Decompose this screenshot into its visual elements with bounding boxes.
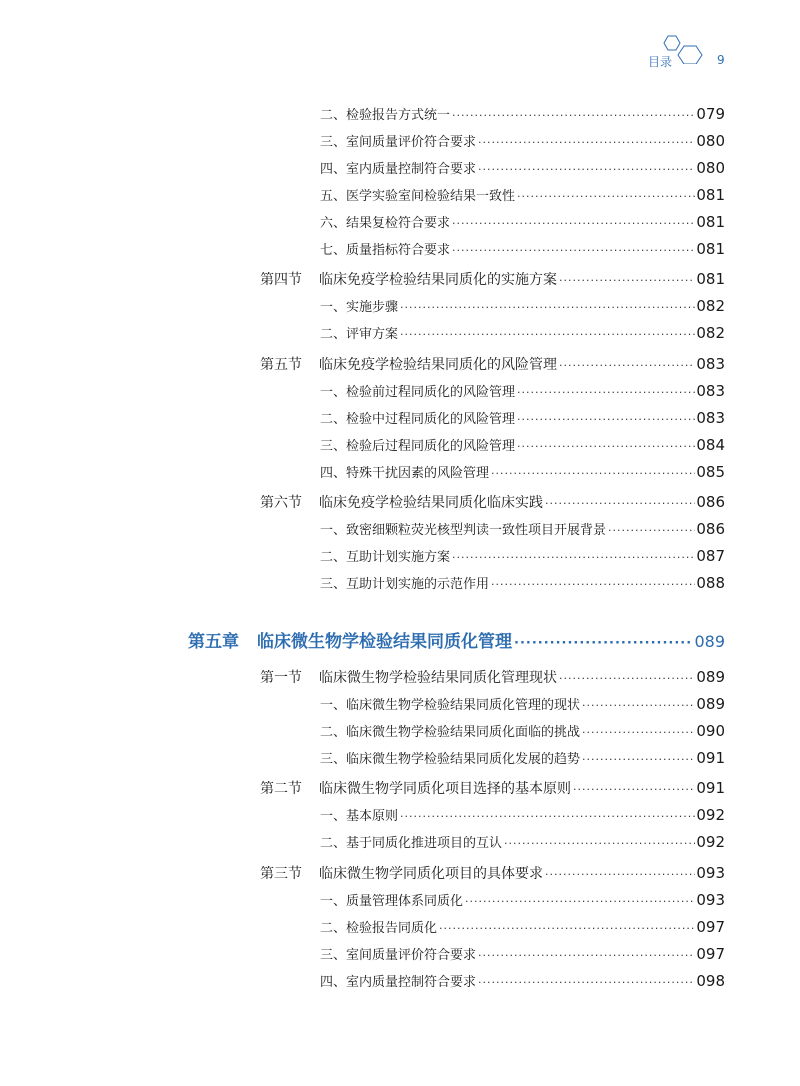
toc-entry[interactable] — [320, 408, 725, 432]
toc-title: 临床微生物学同质化项目的具体要求 — [319, 866, 543, 882]
toc-page-number: 081 — [696, 240, 725, 258]
toc-page-number: 097 — [696, 945, 725, 963]
toc-page-number: 083 — [696, 355, 725, 373]
chapter-number: 第五章 — [188, 632, 239, 652]
toc-entry[interactable] — [320, 805, 725, 829]
dot-leader — [517, 386, 695, 399]
toc-page-number: 080 — [696, 132, 725, 150]
page-number: 9 — [717, 53, 725, 67]
toc-section[interactable] — [260, 667, 725, 691]
running-header-title: 目录 — [648, 55, 673, 69]
toc-entry[interactable] — [320, 546, 725, 570]
toc-title: 一、质量管理体系同质化 — [320, 894, 464, 909]
toc-page-number: 083 — [696, 382, 725, 400]
dot-leader — [582, 753, 695, 766]
toc-title: 七、质量指标符合要求 — [320, 243, 451, 258]
toc-entry[interactable] — [320, 212, 725, 236]
dot-leader — [582, 726, 695, 739]
section-number: 第一节 — [260, 670, 302, 686]
toc-section[interactable] — [260, 778, 725, 802]
toc-entry[interactable] — [320, 462, 725, 486]
section-number: 第二节 — [260, 781, 302, 797]
toc-entry[interactable] — [320, 104, 725, 128]
toc-section[interactable] — [260, 863, 725, 887]
dot-leader — [478, 976, 695, 989]
dot-leader — [465, 895, 695, 908]
dot-leader — [608, 524, 695, 537]
section-number: 第五节 — [260, 357, 302, 373]
toc-title: 二、评审方案 — [320, 327, 399, 342]
toc-title: 临床免疫学检验结果同质化的实施方案 — [319, 272, 557, 288]
toc-page-number: 091 — [696, 749, 725, 767]
toc-title: 一、检验前过程同质化的风险管理 — [320, 385, 516, 400]
toc-title: 三、室间质量评价符合要求 — [320, 948, 477, 963]
section-number: 第六节 — [260, 495, 302, 511]
toc-page-number: 082 — [696, 297, 725, 315]
dot-leader — [504, 837, 695, 850]
toc-title: 二、检验报告同质化 — [320, 921, 438, 936]
toc-page-number: 079 — [696, 105, 725, 123]
toc-page-number: 087 — [696, 547, 725, 565]
toc-entry[interactable] — [320, 748, 725, 772]
dot-leader — [545, 497, 695, 510]
toc-entry[interactable] — [320, 239, 725, 263]
dot-leader — [559, 359, 695, 372]
toc-page-number: 092 — [696, 806, 725, 824]
toc-section[interactable] — [260, 354, 725, 378]
toc-title: 一、临床微生物学检验结果同质化管理的现状 — [320, 698, 581, 713]
page-header — [640, 34, 740, 74]
toc-page-number: 090 — [696, 722, 725, 740]
dot-leader — [452, 551, 695, 564]
toc-entry[interactable] — [320, 131, 725, 155]
toc-section[interactable] — [260, 492, 725, 516]
toc-title: 二、互助计划实施方案 — [320, 550, 451, 565]
dot-leader — [478, 136, 695, 149]
toc-title: 一、实施步骤 — [320, 300, 399, 315]
dot-leader — [559, 672, 695, 685]
dot-leader — [491, 467, 695, 480]
toc-page-number: 085 — [696, 463, 725, 481]
dot-leader — [452, 244, 695, 257]
toc-title: 临床微生物学同质化项目选择的基本原则 — [319, 781, 571, 797]
toc-page-number: 088 — [696, 574, 725, 592]
toc-title: 一、基本原则 — [320, 809, 399, 824]
toc-entry[interactable] — [320, 296, 725, 320]
toc-title: 三、检验后过程同质化的风险管理 — [320, 439, 516, 454]
section-number: 第三节 — [260, 866, 302, 882]
dot-leader — [439, 922, 695, 935]
toc-entry[interactable] — [320, 917, 725, 941]
toc-title: 二、基于同质化推进项目的互认 — [320, 836, 503, 851]
dot-leader — [478, 163, 695, 176]
toc-title: 四、室内质量控制符合要求 — [320, 975, 477, 990]
toc-title: 临床免疫学检验结果同质化的风险管理 — [319, 357, 557, 373]
toc-page-number: 086 — [696, 520, 725, 538]
toc-page-number: 097 — [696, 918, 725, 936]
toc-entry[interactable] — [320, 694, 725, 718]
toc-page-number: 092 — [696, 833, 725, 851]
toc-entry[interactable] — [320, 890, 725, 914]
dot-leader — [452, 217, 695, 230]
toc-page-number: 081 — [696, 213, 725, 231]
toc-page-number: 093 — [696, 864, 725, 882]
toc-title: 六、结果复检符合要求 — [320, 216, 451, 231]
toc-page-number: 084 — [696, 436, 725, 454]
toc-page-number: 086 — [696, 493, 725, 511]
dot-leader — [514, 636, 693, 651]
toc-title: 四、特殊干扰因素的风险管理 — [320, 466, 490, 481]
dot-leader — [517, 440, 695, 453]
toc-chapter[interactable] — [188, 627, 725, 655]
toc-entry[interactable] — [320, 381, 725, 405]
toc-title: 二、临床微生物学检验结果同质化面临的挑战 — [320, 725, 581, 740]
dot-leader — [517, 190, 695, 203]
toc-title: 四、室内质量控制符合要求 — [320, 162, 477, 177]
dot-leader — [582, 699, 695, 712]
toc-entry[interactable] — [320, 158, 725, 182]
toc-title: 二、检验报告方式统一 — [320, 108, 451, 123]
toc-section[interactable] — [260, 269, 725, 293]
toc-entry[interactable] — [320, 435, 725, 459]
toc-page-number: 089 — [696, 695, 725, 713]
dot-leader — [559, 274, 695, 287]
toc-page-number: 081 — [696, 186, 725, 204]
section-number: 第四节 — [260, 272, 302, 288]
dot-leader — [400, 328, 695, 341]
toc-page-number: 098 — [696, 972, 725, 990]
toc-entry[interactable] — [320, 519, 725, 543]
toc-page-number: 083 — [696, 409, 725, 427]
toc-page-number: 091 — [696, 779, 725, 797]
dot-leader — [491, 578, 695, 591]
dot-leader — [400, 301, 695, 314]
dot-leader — [400, 810, 695, 823]
toc-entry[interactable] — [320, 832, 725, 856]
dot-leader — [573, 783, 695, 796]
dot-leader — [545, 868, 695, 881]
dot-leader — [478, 949, 695, 962]
toc-title: 临床微生物学检验结果同质化管理 — [257, 632, 512, 652]
toc-page-number: 089 — [696, 668, 725, 686]
toc-entry[interactable] — [320, 944, 725, 968]
toc-title: 二、检验中过程同质化的风险管理 — [320, 412, 516, 427]
toc-title: 一、致密细颗粒荧光核型判读一致性项目开展背景 — [320, 523, 607, 538]
toc-page-number: 080 — [696, 159, 725, 177]
toc-page-number: 093 — [696, 891, 725, 909]
toc-page-number: 089 — [694, 632, 725, 651]
toc-entry[interactable] — [320, 971, 725, 995]
dot-leader — [452, 109, 695, 122]
dot-leader — [517, 413, 695, 426]
toc-title: 临床免疫学检验结果同质化临床实践 — [319, 495, 543, 511]
toc-title: 三、互助计划实施的示范作用 — [320, 577, 490, 592]
toc-title: 临床微生物学检验结果同质化管理现状 — [319, 670, 557, 686]
toc-page-number: 082 — [696, 324, 725, 342]
toc-title: 三、室间质量评价符合要求 — [320, 135, 477, 150]
toc-title: 三、临床微生物学检验结果同质化发展的趋势 — [320, 752, 581, 767]
toc-entry[interactable] — [320, 573, 725, 597]
toc-page-number: 081 — [696, 270, 725, 288]
toc-title: 五、医学实验室间检验结果一致性 — [320, 189, 516, 204]
toc-entry[interactable] — [320, 323, 725, 347]
toc-entry[interactable] — [320, 721, 725, 745]
toc-entry[interactable] — [320, 185, 725, 209]
